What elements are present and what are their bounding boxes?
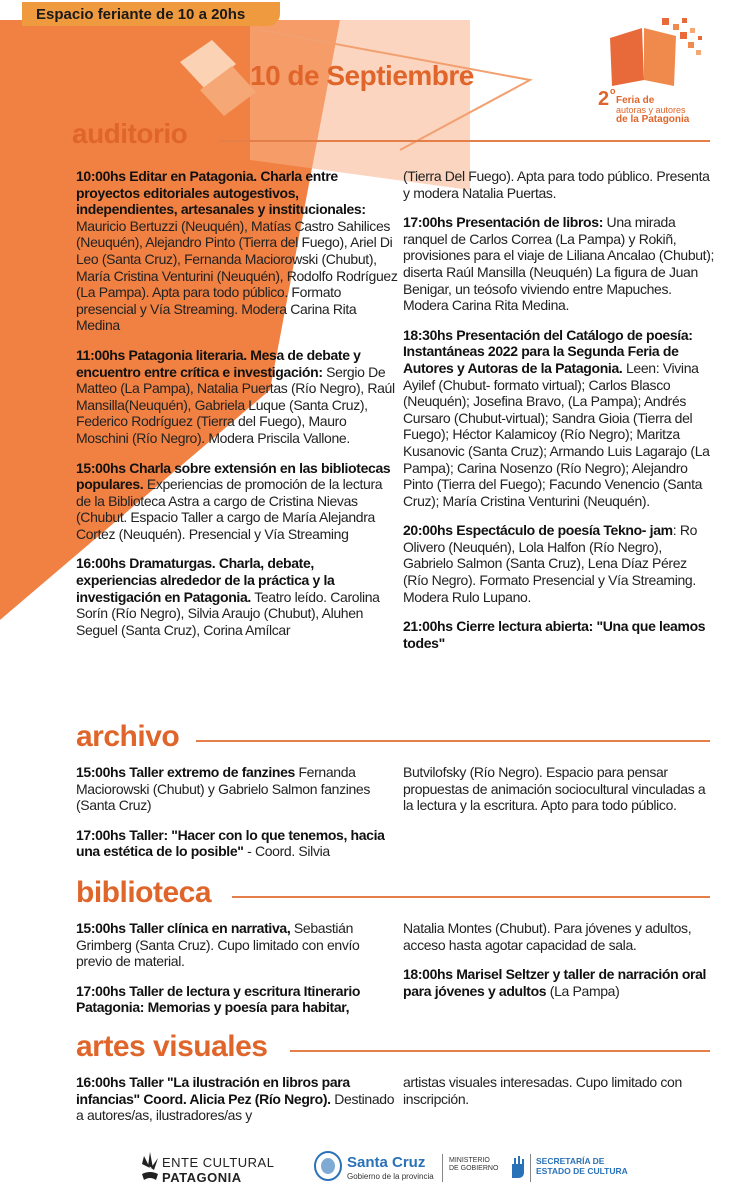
artes-left-column: [76, 1074, 398, 1124]
event-item: 17:00hs Presentación de libros: Una mirada ranquel de Carlos Correa (La Pampa) y Rokiñ, provisiones para el viaje de Liliana Ancalao (Chubut); diserta Raúl Mansilla (Neuquén) La figura de Juan Benigar, un teósofo viviendo entre Mapuches. Modera Carina Rita Medina.: [403, 214, 715, 314]
provincial-seal-icon: [313, 1150, 343, 1182]
hand-icon: [508, 1154, 528, 1180]
sun-icon: [140, 1150, 160, 1186]
logo-line-3: de la Patagonia: [616, 114, 690, 125]
archivo-right-column: [403, 764, 715, 814]
schedule-banner: [22, 2, 280, 26]
section-title-biblioteca: biblioteca: [76, 876, 212, 909]
section-divider: [196, 740, 710, 742]
auditorio-right-column: [403, 168, 715, 651]
santa-cruz-logo: [313, 1150, 434, 1187]
event-item-continued: Natalia Montes (Chubut). Para jóvenes y adultos, acceso hasta agotar capacidad de sala.: [403, 920, 692, 953]
event-item: 16:00hs Dramaturgas. Charla, debate, experiencias alrededor de la práctica y la investigación en Patagonia. Teatro leído. Carolina Sorín (Río Negro), Silvia Araujo (Chubut), Aluhen Seguel (Santa Cruz), Corina Amílcar: [76, 555, 380, 638]
ente-cultural-logo: [140, 1150, 275, 1191]
section-title-artes-visuales: artes visuales: [76, 1030, 268, 1063]
event-item-continued: (Tierra Del Fuego). Apta para todo público. Presenta y modera Natalia Puertas.: [403, 168, 710, 201]
archivo-left-column: [76, 764, 398, 860]
logo-line-2: autoras y autores: [616, 105, 686, 115]
event-item: 15:00hs Charla sobre extensión en las bibliotecas populares. Experiencias de promoción de la lectura de la Biblioteca Astra a cargo de Cristina Nievas (Chubut. Espacio Taller a cargo de María Alejandra Cortez (Neuquén). Presencial y Vía Streaming: [76, 459, 391, 542]
event-item: 17:00hs Taller de lectura y escritura Itinerario Patagonia: Memorias y poesía para habitar,: [76, 982, 361, 1016]
artes-right-column: [403, 1074, 715, 1107]
santa-cruz-subtitle: Gobierno de la provincia: [347, 1172, 434, 1181]
section-divider: [220, 140, 710, 142]
book-icon: [596, 16, 716, 88]
secretaria-line-2: ESTADO DE CULTURA: [536, 1165, 628, 1176]
page-title: 10 de Septiembre: [250, 60, 474, 91]
section-divider: [232, 896, 710, 898]
event-item-continued: Butvilofsky (Río Negro). Espacio para pensar propuestas de animación sociocultural vinculadas a la lectura y la escritura. Apto para todo público.: [403, 764, 706, 814]
event-item: 21:00hs Cierre lectura abierta: "Una que leamos todes": [403, 618, 706, 651]
ente-line-1: ENTE CULTURAL: [162, 1155, 275, 1170]
section-title-archivo: archivo: [76, 720, 180, 753]
edition-number: 2: [598, 88, 610, 110]
event-item: 20:00hs Espectáculo de poesía Tekno- jam: Ro Olivero (Neuquén), Lola Halfon (Río Negro), Gabrielo Salmon (Santa Cruz), Lena Díaz Pérez (Río Negro). Formato Presencial y Vía Streaming. Modera Rulo Lupano.: [403, 522, 698, 605]
event-item: 18:00hs Marisel Seltzer y taller de narración oral para jóvenes y adultos (La Pampa): [403, 966, 707, 999]
event-item: 16:00hs Taller "La ilustración en libros para infancias" Coord. Alicia Pez (Río Negro). Destinado a autores/as, ilustradores/as y: [76, 1074, 395, 1124]
ministerio-line-2: DE GOBIERNO: [449, 1165, 499, 1172]
event-item: 10:00hs Editar en Patagonia. Charla entre proyectos editoriales autogestivos, independientes, artesanales y institucionales: Mauricio Bertuzzi (Neuquén), Matías Castro Sahilices (Neuquén), Alejandro Pinto (Tierra del Fuego), Ariel Di Leo (Santa Cruz), Fernanda Maciorowski (Chubut), María Cristina Venturini (Neuquén), Rodolfo Rodríguez (La Pampa). Apta para todo público. Formato presencial y Vía Streaming. Modera Carina Rita Medina: [76, 168, 398, 334]
event-item: 11:00hs Patagonia literaria. Mesa de debate y encuentro entre crítica e investigación: Sergio De Matteo (La Pampa), Natalia Puertas (Río Negro), Raúl Mansilla(Neuquén), Gabriela Luque (Santa Cruz), Federico Rodríguez (Tierra del Fuego), Mauro Moschini (Río Negro). Modera Priscila Vallone.: [76, 346, 395, 446]
banner-text: Espacio feriante de 10 a 20hs: [36, 6, 246, 23]
section-title-auditorio: auditorio: [72, 118, 188, 149]
footer-divider: [530, 1154, 531, 1182]
event-item: 15:00hs Taller extremo de fanzines Fernanda Maciorowski (Chubut) y Gabrielo Salmon fanzines (Santa Cruz): [76, 764, 371, 814]
ministerio-line-1: MINISTERIO: [449, 1157, 490, 1164]
secretaria-line-1: SECRETARÍA DE: [536, 1156, 605, 1166]
secretaria-label: [536, 1157, 628, 1176]
logo-line-1: Feria de: [616, 95, 655, 106]
event-item: 17:00hs Taller: "Hacer con lo que tenemos, hacia una estética de lo posible" - Coord. Silvia: [76, 826, 385, 860]
edition-ordinal: o: [610, 86, 616, 96]
biblioteca-right-column: [403, 920, 715, 999]
section-divider: [290, 1050, 710, 1052]
event-item: 18:30hs Presentación del Catálogo de poesía: Instantáneas 2022 para la Segunda Feria de Autores y Autoras de la Patagonia. Leen: Vivina Ayilef (Chubut- formato virtual); Carlos Blasco (Neuquén); Josefina Bravo, (La Pampa); Andrés Cursaro (Chubut-virtual); Sandra Gioia (Tierra del Fuego); Héctor Kalamicoy (Río Negro); Maritza Kusanovic (Santa Cruz); Armando Luis Lagarajo (La Pampa); Carina Nosenzo (Río Negro); Alejandro Pinto (Tierra del Fuego); Facundo Venencio (Santa Cruz); María Cristina Venturini (Neuquén).: [403, 326, 710, 509]
event-item-continued: artistas visuales interesadas. Cupo limitado con inscripción.: [403, 1074, 682, 1107]
footer-divider: [442, 1154, 443, 1182]
santa-cruz-name: Santa Cruz: [347, 1154, 426, 1171]
auditorio-left-column: [76, 168, 398, 638]
ministerio-label: [449, 1157, 498, 1173]
ente-line-2: PATAGONIA: [162, 1170, 242, 1185]
biblioteca-left-column: [76, 920, 398, 1016]
fair-logo: [596, 16, 716, 128]
event-item: 15:00hs Taller clínica en narrativa, Sebastián Grimberg (Santa Cruz). Cupo limitado con envío previo de material.: [76, 920, 360, 970]
sponsors-footer: [0, 1140, 750, 1190]
